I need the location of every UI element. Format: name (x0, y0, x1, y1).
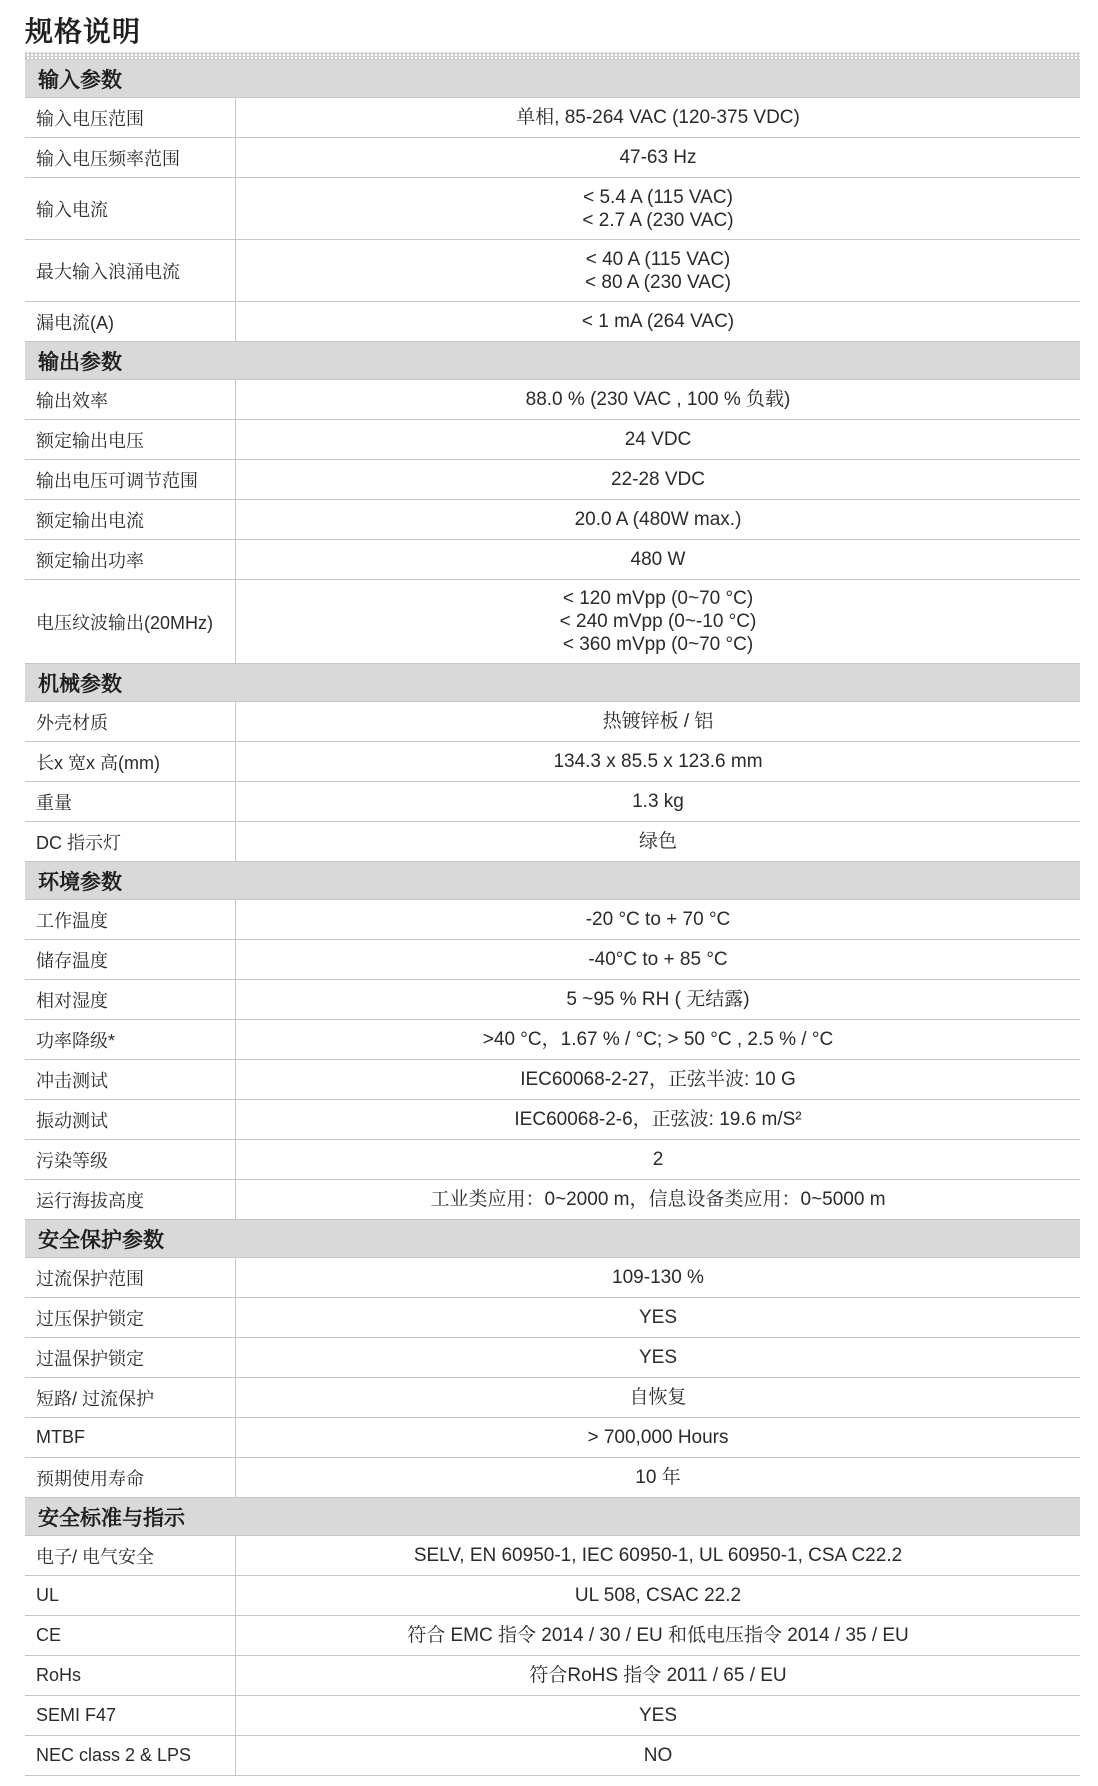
spec-value-line: 134.3 x 85.5 x 123.6 mm (553, 751, 763, 772)
spec-label: SEMI F47 (25, 1696, 236, 1735)
spec-row (25, 500, 1080, 540)
spec-label: 运行海拔高度 (25, 1180, 236, 1219)
spec-label: 输入电压范围 (25, 98, 236, 137)
page-title: 规格说明 (25, 16, 142, 47)
spec-value-line: < 2.7 A (230 VAC) (582, 209, 734, 231)
spec-value (236, 1180, 1080, 1219)
spec-label: 污染等级 (25, 1140, 236, 1179)
spec-value (236, 980, 1080, 1019)
spec-section (25, 60, 1080, 342)
spec-value-line: YES (638, 1307, 678, 1328)
spec-value-line: YES (638, 1705, 678, 1726)
spec-label: DC 指示灯 (25, 822, 236, 861)
spec-row (25, 702, 1080, 742)
section-header (25, 664, 1080, 702)
spec-section (25, 342, 1080, 664)
spec-row (25, 1576, 1080, 1616)
spec-value-line: < 80 A (230 VAC) (585, 271, 731, 293)
spec-label: 输入电流 (25, 178, 236, 239)
spec-row (25, 98, 1080, 138)
spec-value (236, 1378, 1080, 1417)
section-header (25, 342, 1080, 380)
spec-value-line: NO (643, 1745, 673, 1766)
section-title: 输入参数 (38, 68, 122, 92)
spec-value (236, 1338, 1080, 1377)
spec-value-line: IEC60068-2-6，正弦波: 19.6 m/S² (514, 1109, 802, 1130)
section-header (25, 1220, 1080, 1258)
spec-value-line: 480 W (630, 549, 686, 570)
spec-value (236, 742, 1080, 781)
spec-section (25, 664, 1080, 862)
spec-label: 额定输出电流 (25, 500, 236, 539)
title-divider (25, 52, 1080, 60)
spec-value-line: YES (638, 1347, 678, 1368)
spec-label: MTBF (25, 1418, 236, 1457)
spec-value-line: 符合RoHS 指令 2011 / 65 / EU (529, 1665, 787, 1686)
spec-row (25, 240, 1080, 302)
spec-row (25, 940, 1080, 980)
spec-row (25, 178, 1080, 240)
spec-value-line: < 120 mVpp (0~70 °C) (562, 588, 754, 609)
spec-label: 相对湿度 (25, 980, 236, 1019)
spec-value (236, 1536, 1080, 1575)
spec-value (236, 178, 1080, 239)
spec-row (25, 1258, 1080, 1298)
spec-label: 额定输出电压 (25, 420, 236, 459)
spec-row (25, 1298, 1080, 1338)
section-header (25, 60, 1080, 98)
spec-value-line: > 700,000 Hours (587, 1427, 729, 1448)
spec-row (25, 822, 1080, 862)
spec-row (25, 1616, 1080, 1656)
spec-row (25, 1140, 1080, 1180)
spec-value-line: 绿色 (638, 831, 677, 852)
spec-value-line: 符合 EMC 指令 2014 / 30 / EU 和低电压指令 2014 / 35 / EU (407, 1625, 909, 1646)
spec-value (236, 240, 1080, 301)
section-header (25, 1498, 1080, 1536)
spec-row (25, 380, 1080, 420)
spec-label: 输入电压频率范围 (25, 138, 236, 177)
spec-value (236, 98, 1080, 137)
spec-label: 过温保护锁定 (25, 1338, 236, 1377)
spec-label: CE (25, 1616, 236, 1655)
section-header (25, 862, 1080, 900)
spec-value (236, 1736, 1080, 1775)
spec-value-line: 2 (652, 1149, 664, 1170)
spec-row (25, 1696, 1080, 1736)
spec-value (236, 1020, 1080, 1059)
spec-value-line: -20 °C to + 70 °C (585, 909, 731, 930)
spec-row (25, 1736, 1080, 1776)
spec-value-line: 47-63 Hz (619, 147, 697, 168)
section-title: 输出参数 (38, 350, 122, 374)
spec-label: 工作温度 (25, 900, 236, 939)
spec-value-line: 热镀锌板 / 铝 (602, 711, 714, 732)
spec-value (236, 302, 1080, 341)
spec-value-line: UL 508, CSAC 22.2 (574, 1585, 742, 1606)
spec-value-line: < 40 A (115 VAC) (585, 248, 731, 270)
spec-value-line: 工业类应用：0~2000 m，信息设备类应用：0~5000 m (430, 1189, 886, 1210)
spec-value-line: 10 年 (635, 1467, 681, 1488)
spec-row (25, 1100, 1080, 1140)
spec-value (236, 380, 1080, 419)
spec-value-line: SELV, EN 60950-1, IEC 60950-1, UL 60950-1, CSA C22.2 (413, 1545, 903, 1566)
spec-label: 输出电压可调节范围 (25, 460, 236, 499)
spec-row (25, 1378, 1080, 1418)
spec-label: 额定输出功率 (25, 540, 236, 579)
spec-label: 振动测试 (25, 1100, 236, 1139)
spec-section (25, 862, 1080, 1220)
spec-value (236, 500, 1080, 539)
spec-value-line: IEC60068-2-27，正弦半波: 10 G (520, 1069, 796, 1090)
spec-value (236, 822, 1080, 861)
spec-label: 冲击测试 (25, 1060, 236, 1099)
spec-row (25, 1656, 1080, 1696)
spec-label: 重量 (25, 782, 236, 821)
spec-value-line: < 5.4 A (115 VAC) (583, 186, 733, 208)
spec-value-line: >40 °C，1.67 % / °C; > 50 °C , 2.5 % / °C (482, 1029, 834, 1050)
spec-label: 电子/ 电气安全 (25, 1536, 236, 1575)
spec-label: RoHs (25, 1656, 236, 1695)
spec-value-line: 20.0 A (480W max.) (574, 509, 742, 530)
spec-row (25, 302, 1080, 342)
section-title: 环境参数 (38, 870, 122, 894)
spec-table (25, 60, 1080, 1776)
spec-value (236, 138, 1080, 177)
spec-value (236, 900, 1080, 939)
spec-row (25, 1458, 1080, 1498)
spec-value (236, 1576, 1080, 1615)
spec-value-line: 22-28 VDC (611, 469, 705, 490)
spec-label: 预期使用寿命 (25, 1458, 236, 1497)
spec-value (236, 940, 1080, 979)
spec-value-line: 88.0 % (230 VAC , 100 % 负载) (525, 389, 791, 410)
spec-row (25, 1020, 1080, 1060)
spec-value (236, 1458, 1080, 1497)
spec-value (236, 1616, 1080, 1655)
spec-value (236, 420, 1080, 459)
section-title: 安全保护参数 (38, 1228, 164, 1252)
spec-value (236, 782, 1080, 821)
spec-row (25, 900, 1080, 940)
spec-value-line: 5 ~95 % RH ( 无结露) (566, 989, 750, 1010)
spec-value (236, 1656, 1080, 1695)
spec-value (236, 1258, 1080, 1297)
spec-label: 漏电流(A) (25, 302, 236, 341)
spec-label: 最大输入浪涌电流 (25, 240, 236, 301)
spec-value-line: -40°C to + 85 °C (588, 949, 728, 970)
spec-row (25, 420, 1080, 460)
spec-value-line: < 240 mVpp (0~-10 °C) (559, 611, 757, 632)
spec-value (236, 1060, 1080, 1099)
spec-row (25, 1536, 1080, 1576)
spec-label: 过压保护锁定 (25, 1298, 236, 1337)
spec-value-line: < 360 mVpp (0~70 °C) (562, 634, 754, 655)
spec-value-line: 109-130 % (612, 1267, 704, 1288)
spec-row (25, 1060, 1080, 1100)
spec-value-line: 自恢复 (629, 1387, 687, 1408)
spec-label: NEC class 2 & LPS (25, 1736, 236, 1775)
spec-row (25, 782, 1080, 822)
spec-value-line: 单相, 85-264 VAC (120-375 VDC) (516, 107, 800, 128)
spec-row (25, 1180, 1080, 1220)
spec-label: 储存温度 (25, 940, 236, 979)
spec-label: 短路/ 过流保护 (25, 1378, 236, 1417)
section-title: 安全标准与指示 (38, 1506, 185, 1530)
spec-value-line: 1.3 kg (632, 791, 684, 812)
spec-value (236, 1100, 1080, 1139)
spec-row (25, 138, 1080, 178)
spec-value (236, 580, 1080, 663)
spec-value (236, 702, 1080, 741)
spec-label: 电压纹波输出(20MHz) (25, 580, 236, 663)
spec-row (25, 460, 1080, 500)
spec-row (25, 980, 1080, 1020)
spec-row (25, 742, 1080, 782)
spec-label: UL (25, 1576, 236, 1615)
spec-row (25, 1338, 1080, 1378)
spec-section (25, 1498, 1080, 1776)
spec-value-line: 24 VDC (624, 429, 692, 450)
spec-value (236, 1298, 1080, 1337)
section-title: 机械参数 (38, 672, 122, 696)
spec-value (236, 1418, 1080, 1457)
spec-value (236, 1140, 1080, 1179)
spec-label: 外壳材质 (25, 702, 236, 741)
spec-value (236, 460, 1080, 499)
spec-label: 过流保护范围 (25, 1258, 236, 1297)
spec-label: 功率降级* (25, 1020, 236, 1059)
spec-value (236, 540, 1080, 579)
spec-value (236, 1696, 1080, 1735)
spec-label: 输出效率 (25, 380, 236, 419)
spec-label: 长x 宽x 高(mm) (25, 742, 236, 781)
spec-row (25, 580, 1080, 664)
spec-section (25, 1220, 1080, 1498)
spec-value-line: < 1 mA (264 VAC) (581, 311, 735, 332)
spec-row (25, 1418, 1080, 1458)
spec-row (25, 540, 1080, 580)
